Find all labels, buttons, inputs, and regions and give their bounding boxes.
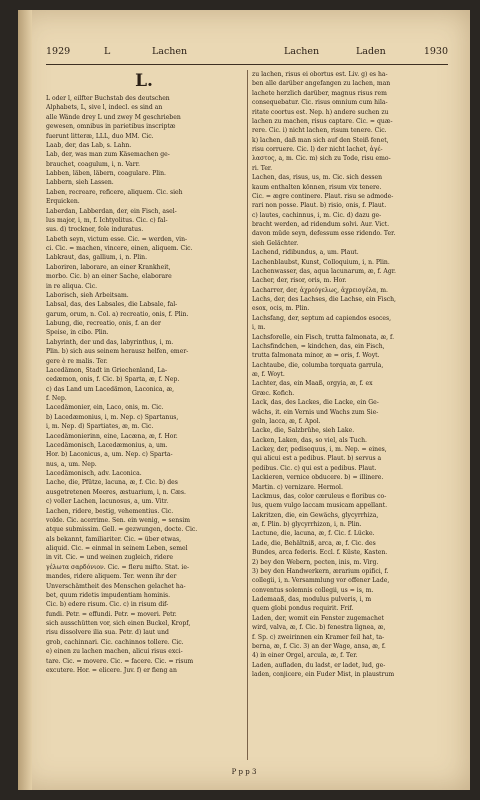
text-line: Laborisch, sieh Arbeitsam. — [46, 291, 129, 299]
text-line: γέλωτα σαρδόνιον. Cic. = fleru mifto. Stat. ie- — [46, 563, 190, 571]
text-line: Hor. b) Laconicus, a, um. Nep. c) Sparta- — [46, 451, 173, 459]
text-line: cedæmon, onis, f. Cic. b) Sparta, æ, f. Nep. — [46, 376, 180, 384]
text-line: k) lachen, daß man sich auf den Steiß fenet, — [252, 136, 389, 144]
text-line: sus. d) trockner, fole induratus. — [46, 226, 144, 234]
running-head-right-2: Laden — [356, 46, 386, 57]
text-line: aliquid. Cic. = einmal in seinem Leben, semel — [46, 545, 188, 552]
text-line: Laboriren, laborare, an einer Krankheit, — [46, 263, 171, 271]
text-line: mandes, ridere aliquem. Ter. wenn ihr der — [46, 573, 177, 581]
text-line: sieh Gelächter. — [252, 239, 299, 247]
text-line: Lachtaube, die, columba torquata garrula, — [252, 361, 384, 369]
text-line: bet, quum ridetis impudentiam hominis. — [46, 591, 171, 599]
text-line: bracht werden, ad ridendum solvi. Aur. Vict. — [252, 221, 390, 228]
text-line: volde. Cic. acerrime. Sen. ein wenig, = sensim — [46, 516, 191, 524]
text-line: λαστος, a, m. Cic. m) sich zu Tode, risu emo- — [252, 155, 391, 163]
page-number-left: 1929 — [46, 46, 71, 57]
text-line: Lachs, der, des Lachses, die Lachse, ein Fisch, — [252, 296, 396, 303]
text-line: Lademaaß, das, modulus pulveris, i, m — [252, 596, 372, 603]
text-line: Lackieren, vernice obducere. b) = illinere. — [252, 474, 384, 482]
text-line: Lackmus, das, color cæruleus e floribus co- — [252, 492, 387, 500]
text-line: zu lachen, risus ei obortus est. Liv. g) es ha- — [252, 71, 388, 78]
text-line: Lachen, ridere, bestig, vehementius. Cic. — [46, 507, 174, 515]
text-line: Lachsforelle, ein Fisch, trutta falmonata, æ, f. — [252, 333, 395, 341]
text-line: Lade, die, Behältniß, arca, æ, f. Cic. des — [252, 539, 376, 547]
footer-signature: P p p 3 — [231, 768, 257, 776]
text-line: Alphabets, L, sive l, indecl. es sind an — [46, 104, 163, 112]
text-line: L oder l, eilfter Buchstab des deutschen — [46, 95, 170, 102]
text-line: wächs, it. ein Vernis und Wachs zum Sie- — [252, 408, 379, 416]
dictionary-page — [18, 10, 470, 790]
text-line: Lacharrer, der, ἀχρεόγελως, ἀχρειογέλα, m. — [252, 286, 388, 294]
text-line: Labben, läben, läbern, coagulare. Plin. — [46, 170, 166, 177]
text-line: ben alle darüber angefangen zu lachen, man — [252, 80, 391, 88]
text-line: alle Wände drey L und zwey M geschrieben — [46, 113, 181, 121]
text-line: Laberdan, Labberdan, der, ein Fisch, asel- — [46, 207, 177, 215]
text-line: kaum enthalten können, risum vix tenere. — [252, 183, 382, 191]
text-line: Lachsfang, der, septum ad capiendos esoces, — [252, 314, 392, 322]
text-line: lus, quem vulgo laccam musicam appellant. — [252, 502, 388, 510]
text-line: e) einen zu lachen machen, alicui risus exci- — [46, 648, 183, 656]
text-line: als bekannt, familiariter. Cic. = über etwas, — [46, 535, 182, 543]
text-line: Lachter, das, ein Maaß, orgyia, æ, f. ex — [252, 380, 373, 388]
text-line: conventus solemnis collegii, us = is, m. — [252, 586, 374, 594]
text-line: collegii, i, n. Versammlung vor offener Lade, — [252, 577, 390, 585]
text-line: wird, valva, æ, f. Cic. b) fenestra lignea, æ, — [252, 624, 386, 632]
running-head-right-1: Lachen — [284, 46, 320, 57]
text-line: Lacken, Laken, das, so viel, als Tuch. — [252, 436, 367, 444]
text-line: i, m. Nep. d) Spartiates, æ, m. Cic. — [46, 423, 154, 431]
text-line: Labbern, sieh Lassen. — [46, 179, 114, 187]
text-line: 3) bey den Handwerkern, ærarium opifici, f. — [252, 567, 389, 575]
text-line: lus major, i, m, f. Ichtyolitus. Cic. c) fal- — [46, 216, 168, 224]
text-line: æ, f. Plin. b) glycyrrhizon, i, n. Plin. — [252, 521, 362, 528]
text-line: esox, ocis, m. Plin. — [252, 305, 310, 313]
text-line: ri. Ter. — [252, 164, 273, 172]
text-line: Laden, aufladen, du ladst, er ladet, lud, ge- — [252, 661, 386, 669]
text-line: in vit. Cic. = und weinen zugleich, ridere — [46, 554, 173, 562]
text-line: Laben, recreare, reficere, aliquem. Cic. sieh — [46, 188, 183, 196]
text-line: Lacedämonierinn, eine, Lacæna, æ, f. Hor. — [46, 432, 178, 440]
text-line: rari non posse. Plaut. b) risio, onis, f. Plaut. — [252, 202, 387, 210]
text-line: berna, æ, f. Cic. 3) an der Wage, ansa, æ, f. — [252, 642, 386, 650]
text-line: morbo. Cic. b) an einer Sache, elaborare — [46, 273, 172, 281]
text-line: garum, orum, n. Col. a) recreatio, onis, f. Plin. — [46, 310, 189, 318]
text-line: Unverschämtheit des Menschen gelachet ha- — [46, 582, 186, 590]
text-line: risu dissolvere ilia sua. Petr. d) laut und — [46, 629, 169, 637]
text-line: ausgetretenen Meeres, æstuarium, i, n. Cæs. — [46, 488, 186, 496]
book-spine — [18, 10, 32, 790]
text-line: Bundes, arca federis. Eccl. f. Küste, Kasten. — [252, 549, 388, 557]
text-line: Labeth seyn, victum esse. Cic. = werden, vin- — [46, 235, 188, 243]
text-line: 2) bey den Webern, pecten, inis, m. Virg. — [252, 558, 379, 566]
left-column — [46, 70, 242, 760]
right-column — [252, 70, 448, 760]
section-signature: L — [104, 46, 111, 57]
text-line: rere. Cic. i) nicht lachen, risum tenere. Cic. — [252, 127, 387, 135]
running-head-left: Lachen — [152, 46, 188, 57]
text-line: Lackey, der, pedisequus, i, m. Nep. = eines, — [252, 446, 387, 453]
text-line: Lacedämonier, ein, Laco, onis, m. Cic. — [46, 404, 164, 412]
page-header — [46, 42, 448, 62]
section-letter: L. — [135, 71, 153, 91]
text-line: Labsal, das, des Labsales, die Labsale, fal- — [46, 301, 178, 309]
text-line: Lache, die, Pfütze, lacuna, æ, f. Cic. b) des — [46, 479, 178, 487]
text-line: c) das Land um Lacedämon, Laconica, æ, — [46, 385, 175, 393]
text-line: risu corruere. Cic. l) der nicht lachet, ἀγέ- — [252, 146, 383, 153]
text-line: Lachen, das, risus, us, m. Cic. sich dessen — [252, 174, 382, 182]
text-line: gere è re malis. Ter. — [46, 357, 108, 365]
text-line: Cic. b) edere risum. Cic. c) in risum dif- — [46, 601, 169, 609]
text-line: excutere. Hor. = elicere. Juv. f) er fieng an — [46, 666, 177, 674]
text-line: tare. Cic. = movere. Cic. = facere. Cic. = risum — [46, 657, 194, 665]
text-line: trutta falmonata minor, æ = oris, f. Woyt. — [252, 352, 380, 360]
text-line: Lacedämon, Stadt in Griechenland, La- — [46, 366, 168, 374]
text-line: lachete herzlich darüber, magnus risus rem — [252, 89, 387, 97]
text-line: ci. Cic. = machen, vincere, einen, aliquem. Cic. — [46, 245, 193, 252]
text-line: Lacedämonisch, Lacedæmonius, a, um. — [46, 441, 168, 449]
text-line: lachen zu machen, risus captare. Cic. = quæ- — [252, 117, 393, 125]
text-line: fuerunt litteræ, LLL, duo MM. Cic. — [46, 132, 154, 140]
column-divider — [247, 70, 248, 760]
text-line: c) lautes, cachinnus, i, m. Cic. d) dazu ge- — [252, 211, 382, 219]
text-line: qui alicui est a pedibus. Plaut. b) servus a — [252, 455, 382, 463]
text-line: Lachsfindchen, = kindchen, das, ein Fisch, — [252, 342, 385, 350]
text-line: c) voller Lachen, lacunosus, a, um. Vitr. — [46, 498, 169, 506]
text-line: Lack, das, des Lackes, die Lacke, ein Ge- — [252, 399, 379, 407]
text-line: atque submissim. Gell. = gezwungen, docte. Cic. — [46, 526, 198, 534]
text-line: i, m. — [252, 324, 266, 332]
text-line: geln, lacca, æ, f. Apol. — [252, 417, 321, 425]
text-line: grob, cachinnari. Cic. cachinnos tollere. Cic. — [46, 638, 184, 646]
text-line: Græc. Kofich. — [252, 389, 295, 397]
text-line: Martin. c) vernizare. Hermol. — [252, 483, 343, 491]
text-line: Lachenblaubst, Kunst, Colloquium, i, n. Plin. — [252, 258, 390, 266]
text-line: Lacher, der, risor, oris, m. Hor. — [252, 277, 347, 285]
text-line: laden, conjicere, ein Fuder Mist, in plaustrum — [252, 671, 395, 678]
text-line: Erquicken. — [46, 198, 80, 206]
text-line: Lakritzen, die, ein Gewächs, glycyrrhiza, — [252, 511, 379, 519]
text-line: Lacedämonisch, adv. Laconica. — [46, 470, 142, 477]
text-line: f. Sp. c) zweirinnen ein Kramer feil hat, ta- — [252, 633, 385, 641]
text-line: consequebatur. Cic. risus omnium cum hila- — [252, 99, 388, 107]
text-line: Lachend, ridibundus, a, um. Plaut. — [252, 249, 359, 257]
text-line: Laden, der, womit ein Fenster zugemachet — [252, 614, 384, 622]
text-line: Cic. = ægre continere. Plaut. risu se admode- — [252, 192, 394, 200]
text-line: Speise, in cibo. Plin. — [46, 329, 109, 337]
text-line: in re aliqua. Cic. — [46, 282, 98, 290]
text-line: davon müde seyn, defessum esse ridendo. Ter. — [252, 230, 396, 238]
page-number-right: 1930 — [423, 46, 448, 57]
text-line: æ, f. Woyt. — [252, 371, 285, 378]
text-line: Plin. b) sich aus seinem herausz helfen, emer- — [46, 348, 189, 356]
text-line: pedibus. Cic. c) qui est a pedibus. Plaut. — [252, 464, 377, 472]
text-line: quem globi pondus requirit. Frif. — [252, 605, 354, 613]
text-line: Lachenwasser, das, aqua lacunarum, æ, f. Agr. — [252, 267, 396, 275]
text-line: fundi. Petr. = effundi. Petr. = moveri. Petr. — [46, 610, 177, 618]
text-line: gewesen, omnibus in parietibus inscriptæ — [46, 123, 176, 131]
text-line: 4) in einer Orgel, arcula, æ, f. Ter. — [252, 652, 358, 660]
header-rule — [46, 64, 448, 65]
text-line: Lab, der, was man zum Käsemachen ge- — [46, 151, 170, 159]
text-line: f. Nep. — [46, 395, 67, 402]
text-line: Labyrinth, der und das, labyrinthus, i, m. — [46, 338, 174, 346]
text-line: Labkraut, das, gallium, i, n. Plin. — [46, 254, 148, 262]
text-line: ritate coortus est. Nep. h) andere suchen zu — [252, 108, 389, 116]
text-line: nus, a, um. Nep. — [46, 460, 97, 468]
text-line: sich ausschütten vor, sich einen Buckel, Kropf, — [46, 620, 191, 627]
text-line: brauchet, coagulum, i, n. Varr. — [46, 160, 140, 168]
text-line: Labung, die, recreatio, onis, f. an der — [46, 320, 161, 327]
text-line: b) Lacedæmonius, i, m. Nep. c) Spartanus, — [46, 413, 179, 421]
text-line: Lactune, die, lacuna, æ, f. Cic. f. Lücke. — [252, 530, 375, 538]
text-line: Lacke, die, Salzbrühe, sieh Lake. — [252, 427, 355, 435]
text-line: Laab, der, das Lab, s. Lahn. — [46, 141, 132, 149]
